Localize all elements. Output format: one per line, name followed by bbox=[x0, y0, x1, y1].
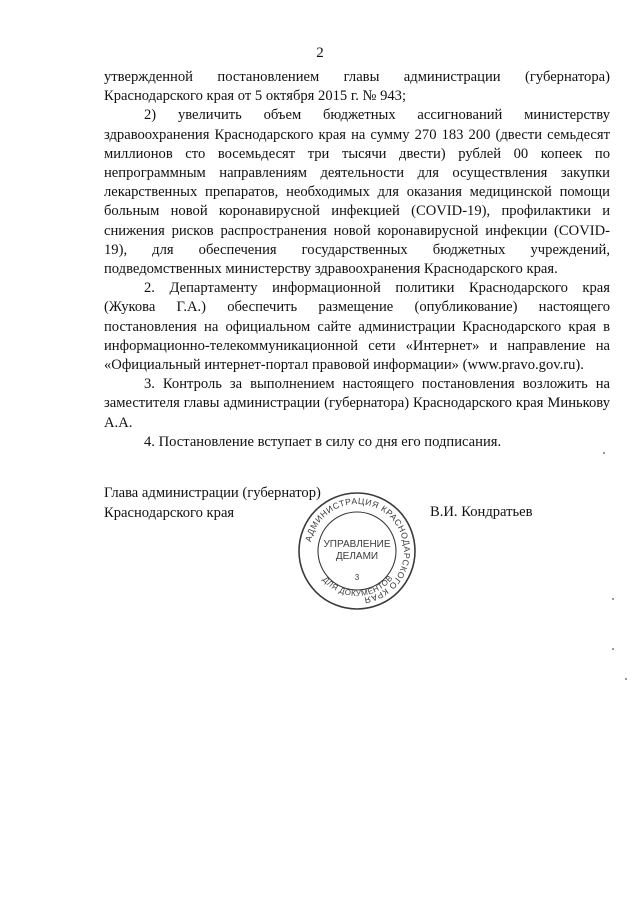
paragraph-clause-3: 3. Контроль за выполнением настоящего постановления возложить на заместителя главы администрации (губернатора) Краснодарского края Минькову А.А. bbox=[104, 376, 610, 431]
stamp-outer-text: АДМИНИСТРАЦИЯ КРАСНОДАРСКОГО КРАЯ bbox=[302, 495, 413, 606]
stamp-center-number: 3 bbox=[354, 573, 360, 582]
signatory-name: В.И. Кондратьев bbox=[430, 504, 533, 520]
signatory-position-line1: Глава администрации (губернатор) bbox=[104, 485, 321, 501]
paragraph-continuation: утвержденной постановлением главы администрации (губернатора) Краснодарского края от 5 октября 2015 г. № 943; bbox=[104, 69, 610, 105]
official-stamp bbox=[296, 490, 418, 612]
scan-speck bbox=[603, 452, 605, 454]
scan-speck bbox=[612, 648, 614, 650]
signatory-position-line2: Краснодарского края bbox=[104, 504, 235, 521]
paragraph-item-2: 2) увеличить объем бюджетных ассигнований министерству здравоохранения Краснодарского края на сумму 270 183 200 (двести семьдесят миллионов сто восемьдесят три тысячи двести) рублей 00 копеек по непрограммным направлениям деятельности для осуществления закупки лекарственных препаратов, необходимых для оказания медицинской помощи больным новой коронавирусной инфекцией (COVID-19), профилактики и снижения рисков распространения новой коронавирусной инфекции (COVID-19), для обеспечения государственных бюджетных учреждений, подведомственных министерству здравоохранения Краснодарского края. bbox=[104, 107, 610, 278]
stamp-center-line2: ДЕЛАМИ bbox=[335, 551, 379, 562]
paragraph-clause-2: 2. Департаменту информационной политики Краснодарского края (Жукова Г.А.) обеспечить размещение (опубликование) настоящего постановления на официальном сайте администрации Краснодарского края в информационно-телекоммуникационной сети «Интернет» и направление на «Официальный интернет-портал правовой информации» (www.pravo.gov.ru). bbox=[104, 280, 610, 374]
page-number: 2 bbox=[316, 45, 324, 61]
stamp-center-line1: УПРАВЛЕНИЕ bbox=[323, 539, 391, 550]
stamp-lower-text: ДЛЯ ДОКУМЕНТОВ bbox=[320, 573, 395, 599]
signatory-position bbox=[104, 484, 321, 523]
stamp-seal-icon bbox=[296, 490, 418, 612]
paragraph-clause-4: 4. Постановление вступает в силу со дня его подписания. bbox=[144, 433, 502, 450]
scan-speck bbox=[612, 598, 614, 600]
scan-speck bbox=[625, 678, 627, 680]
document-body bbox=[104, 68, 610, 452]
